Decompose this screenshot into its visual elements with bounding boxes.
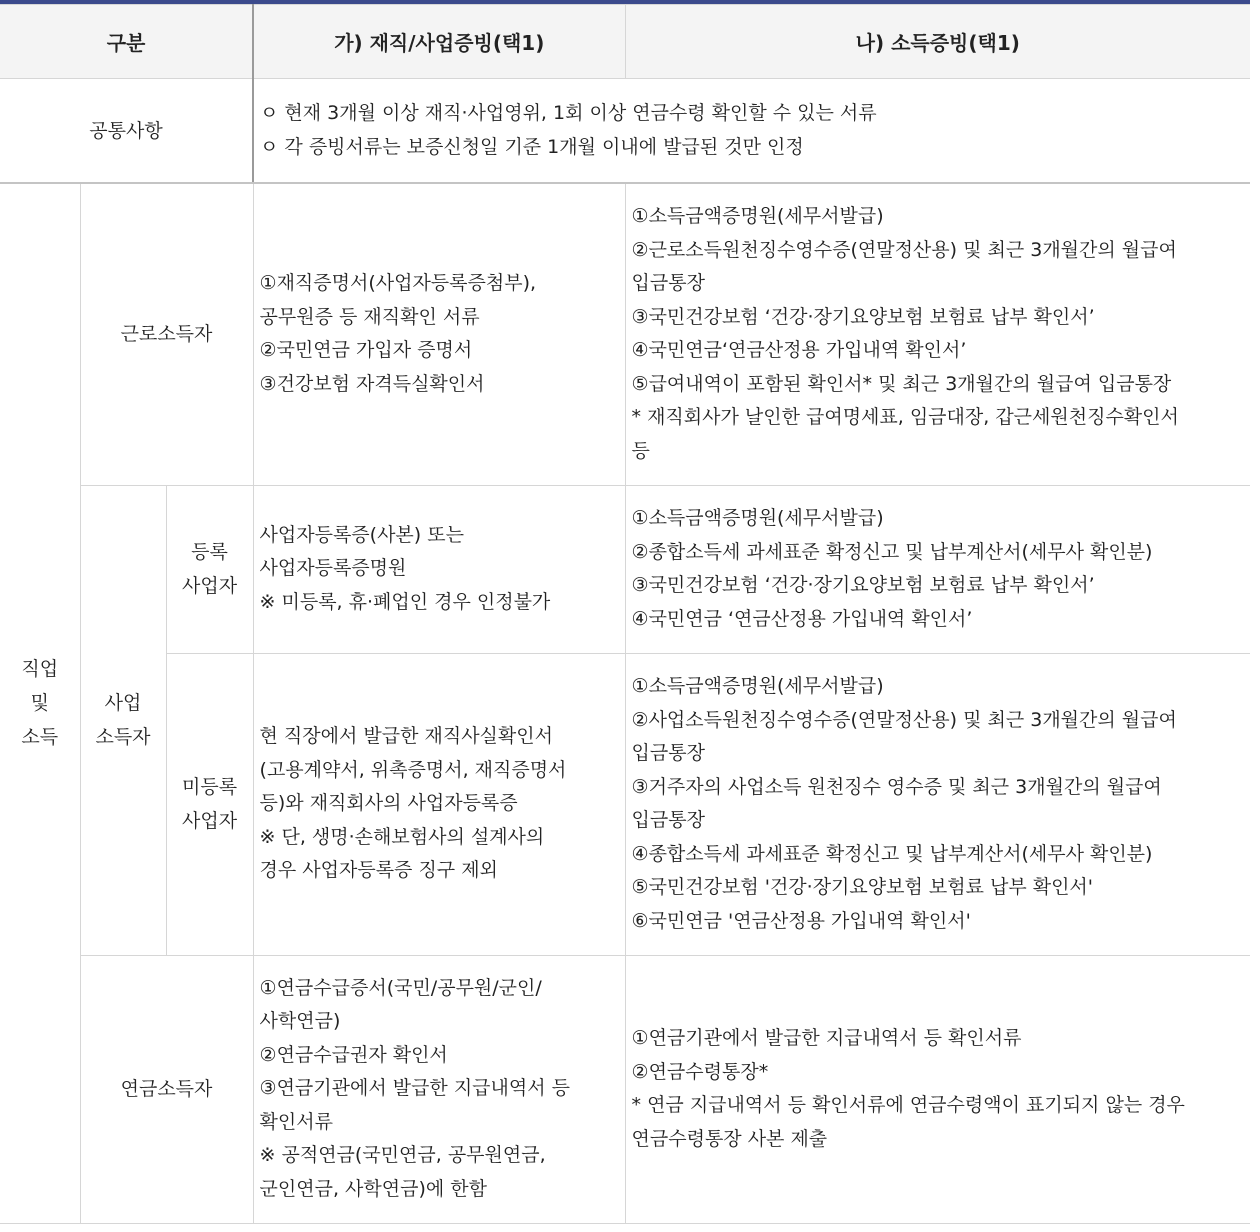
group-label-line: 및 [30, 692, 49, 715]
proof-line: ④국민연금 ‘연금산정용 가입내역 확인서’ [631, 607, 973, 630]
unregistered-business-row [0, 653, 1250, 955]
unregistered-label-line: 사업자 [181, 810, 238, 832]
proof-line: ⑤급여내역이 포함된 확인서* 및 최근 3개월간의 월급여 입금통장 [631, 372, 1172, 395]
proof-line: ②국민연금 가입자 증명서 [259, 339, 473, 362]
header-row [0, 5, 1250, 79]
proof-line: 공무원증 등 재직확인 서류 [259, 305, 480, 328]
pension-employment-proof [253, 955, 625, 1223]
proof-line: ②근로소득원천징수영수증(연말정산용) 및 최근 3개월간의 월급여 [631, 238, 1177, 261]
proof-line: ④국민연금‘연금산정용 가입내역 확인서’ [631, 339, 967, 362]
proof-line: * 재직회사가 날인한 급여명세표, 임금대장, 갑근세원천징수확인서 [631, 406, 1179, 429]
header-employment-proof: 가) 재직/사업증빙(택1) [253, 5, 625, 79]
proof-line: 연금수령통장 사본 제출 [631, 1127, 828, 1150]
proof-line: ※ 미등록, 휴·폐업인 경우 인정불가 [259, 590, 551, 613]
registered-label-line: 사업자 [181, 575, 238, 597]
proof-line: 사학연금) [259, 1010, 341, 1033]
earned-employment-proof [253, 183, 625, 485]
proof-line: 사업자등록증명원 [259, 557, 407, 580]
business-label-line: 소득자 [95, 726, 151, 748]
proof-line: 등 [631, 439, 650, 462]
proof-line: 등)와 재직회사의 사업자등록증 [259, 792, 518, 815]
proof-line: ①재직증명서(사업자등록증첨부), [259, 272, 537, 295]
proof-line: 입금통장 [631, 742, 705, 764]
common-content [253, 79, 1250, 184]
registered-business-label [166, 485, 253, 653]
proof-line: ※ 단, 생명·손해보험사의 설계사의 [259, 825, 545, 848]
proof-line: (고용계약서, 위촉증명서, 재직증명서 [259, 758, 567, 781]
earned-income-label: 근로소득자 [80, 183, 253, 485]
proof-line: 입금통장 [631, 809, 705, 831]
earned-income-row [0, 183, 1250, 485]
registered-income-proof [625, 485, 1250, 653]
unregistered-employment-proof [253, 653, 625, 955]
business-label-line: 사업 [104, 692, 142, 714]
header-category: 구분 [0, 5, 253, 79]
common-label: 공통사항 [0, 79, 253, 184]
proof-line: 현 직장에서 발급한 재직사실확인서 [259, 725, 553, 748]
proof-line: ②사업소득원천징수영수증(연말정산용) 및 최근 3개월간의 월급여 [631, 708, 1177, 731]
unregistered-business-label [166, 653, 253, 955]
group-label-line: 소득 [21, 726, 59, 749]
business-income-label [80, 485, 166, 955]
proof-line: ③연금기관에서 발급한 지급내역서 등 [259, 1077, 570, 1100]
unregistered-label-line: 미등록 [181, 776, 238, 798]
group-label-line: 직업 [21, 658, 59, 681]
proof-line: ③국민건강보험 ‘건강·장기요양보험 보험료 납부 확인서’ [631, 574, 1095, 596]
proof-line: 군인연금, 사학연금)에 한함 [259, 1177, 487, 1200]
proof-line: ④종합소득세 과세표준 확정신고 및 납부계산서(세무사 확인분) [631, 842, 1153, 865]
proof-line: 사업자등록증(사본) 또는 [259, 523, 464, 546]
pension-income-proof [625, 955, 1250, 1223]
proof-line: ⑥국민연금 '연금산정용 가입내역 확인서' [631, 909, 971, 932]
proof-line: 경우 사업자등록증 징구 제외 [259, 859, 498, 882]
unregistered-income-proof [625, 653, 1250, 955]
header-income-proof: 나) 소득증빙(택1) [625, 5, 1250, 79]
common-line: ㅇ 각 증빙서류는 보증신청일 기준 1개월 이내에 발급된 것만 인정 [260, 135, 804, 158]
requirements-table [0, 4, 1250, 1224]
pension-income-label: 연금소득자 [80, 955, 253, 1223]
proof-line: ※ 공적연금(국민연금, 공무원연금, [259, 1144, 546, 1167]
proof-line: ①소득금액증명원(세무서발급) [631, 205, 884, 228]
pension-income-row [0, 955, 1250, 1223]
proof-line: ①소득금액증명원(세무서발급) [631, 675, 884, 697]
common-row [0, 79, 1250, 184]
group-label [0, 183, 80, 1223]
proof-line: ①연금기관에서 발급한 지급내역서 등 확인서류 [631, 1027, 1022, 1049]
registered-label-line: 등록 [191, 541, 228, 563]
proof-line: ③거주자의 사업소득 원천징수 영수증 및 최근 3개월간의 월급여 [631, 775, 1162, 798]
proof-line: 확인서류 [259, 1110, 333, 1133]
proof-line: ②연금수령통장* [631, 1060, 769, 1083]
earned-income-proof [625, 183, 1250, 485]
proof-line: ①소득금액증명원(세무서발급) [631, 507, 884, 529]
proof-line: ③국민건강보험 ‘건강·장기요양보험 보험료 납부 확인서’ [631, 305, 1095, 328]
proof-line: ①연금수급증서(국민/공무원/군인/ [259, 976, 542, 999]
proof-line: ②연금수급권자 확인서 [259, 1043, 448, 1066]
common-line: ㅇ 현재 3개월 이상 재직·사업영위, 1회 이상 연금수령 확인할 수 있는 서류 [260, 102, 877, 124]
proof-line: 입금통장 [631, 272, 705, 295]
proof-line: ②종합소득세 과세표준 확정신고 및 납부계산서(세무사 확인분) [631, 540, 1153, 563]
proof-line: ⑤국민건강보험 '건강·장기요양보험 보험료 납부 확인서' [631, 876, 1093, 898]
registered-employment-proof [253, 485, 625, 653]
registered-business-row [0, 485, 1250, 653]
proof-line: * 연금 지급내역서 등 확인서류에 연금수령액이 표기되지 않는 경우 [631, 1094, 1185, 1116]
proof-line: ③건강보험 자격득실확인서 [259, 372, 485, 395]
